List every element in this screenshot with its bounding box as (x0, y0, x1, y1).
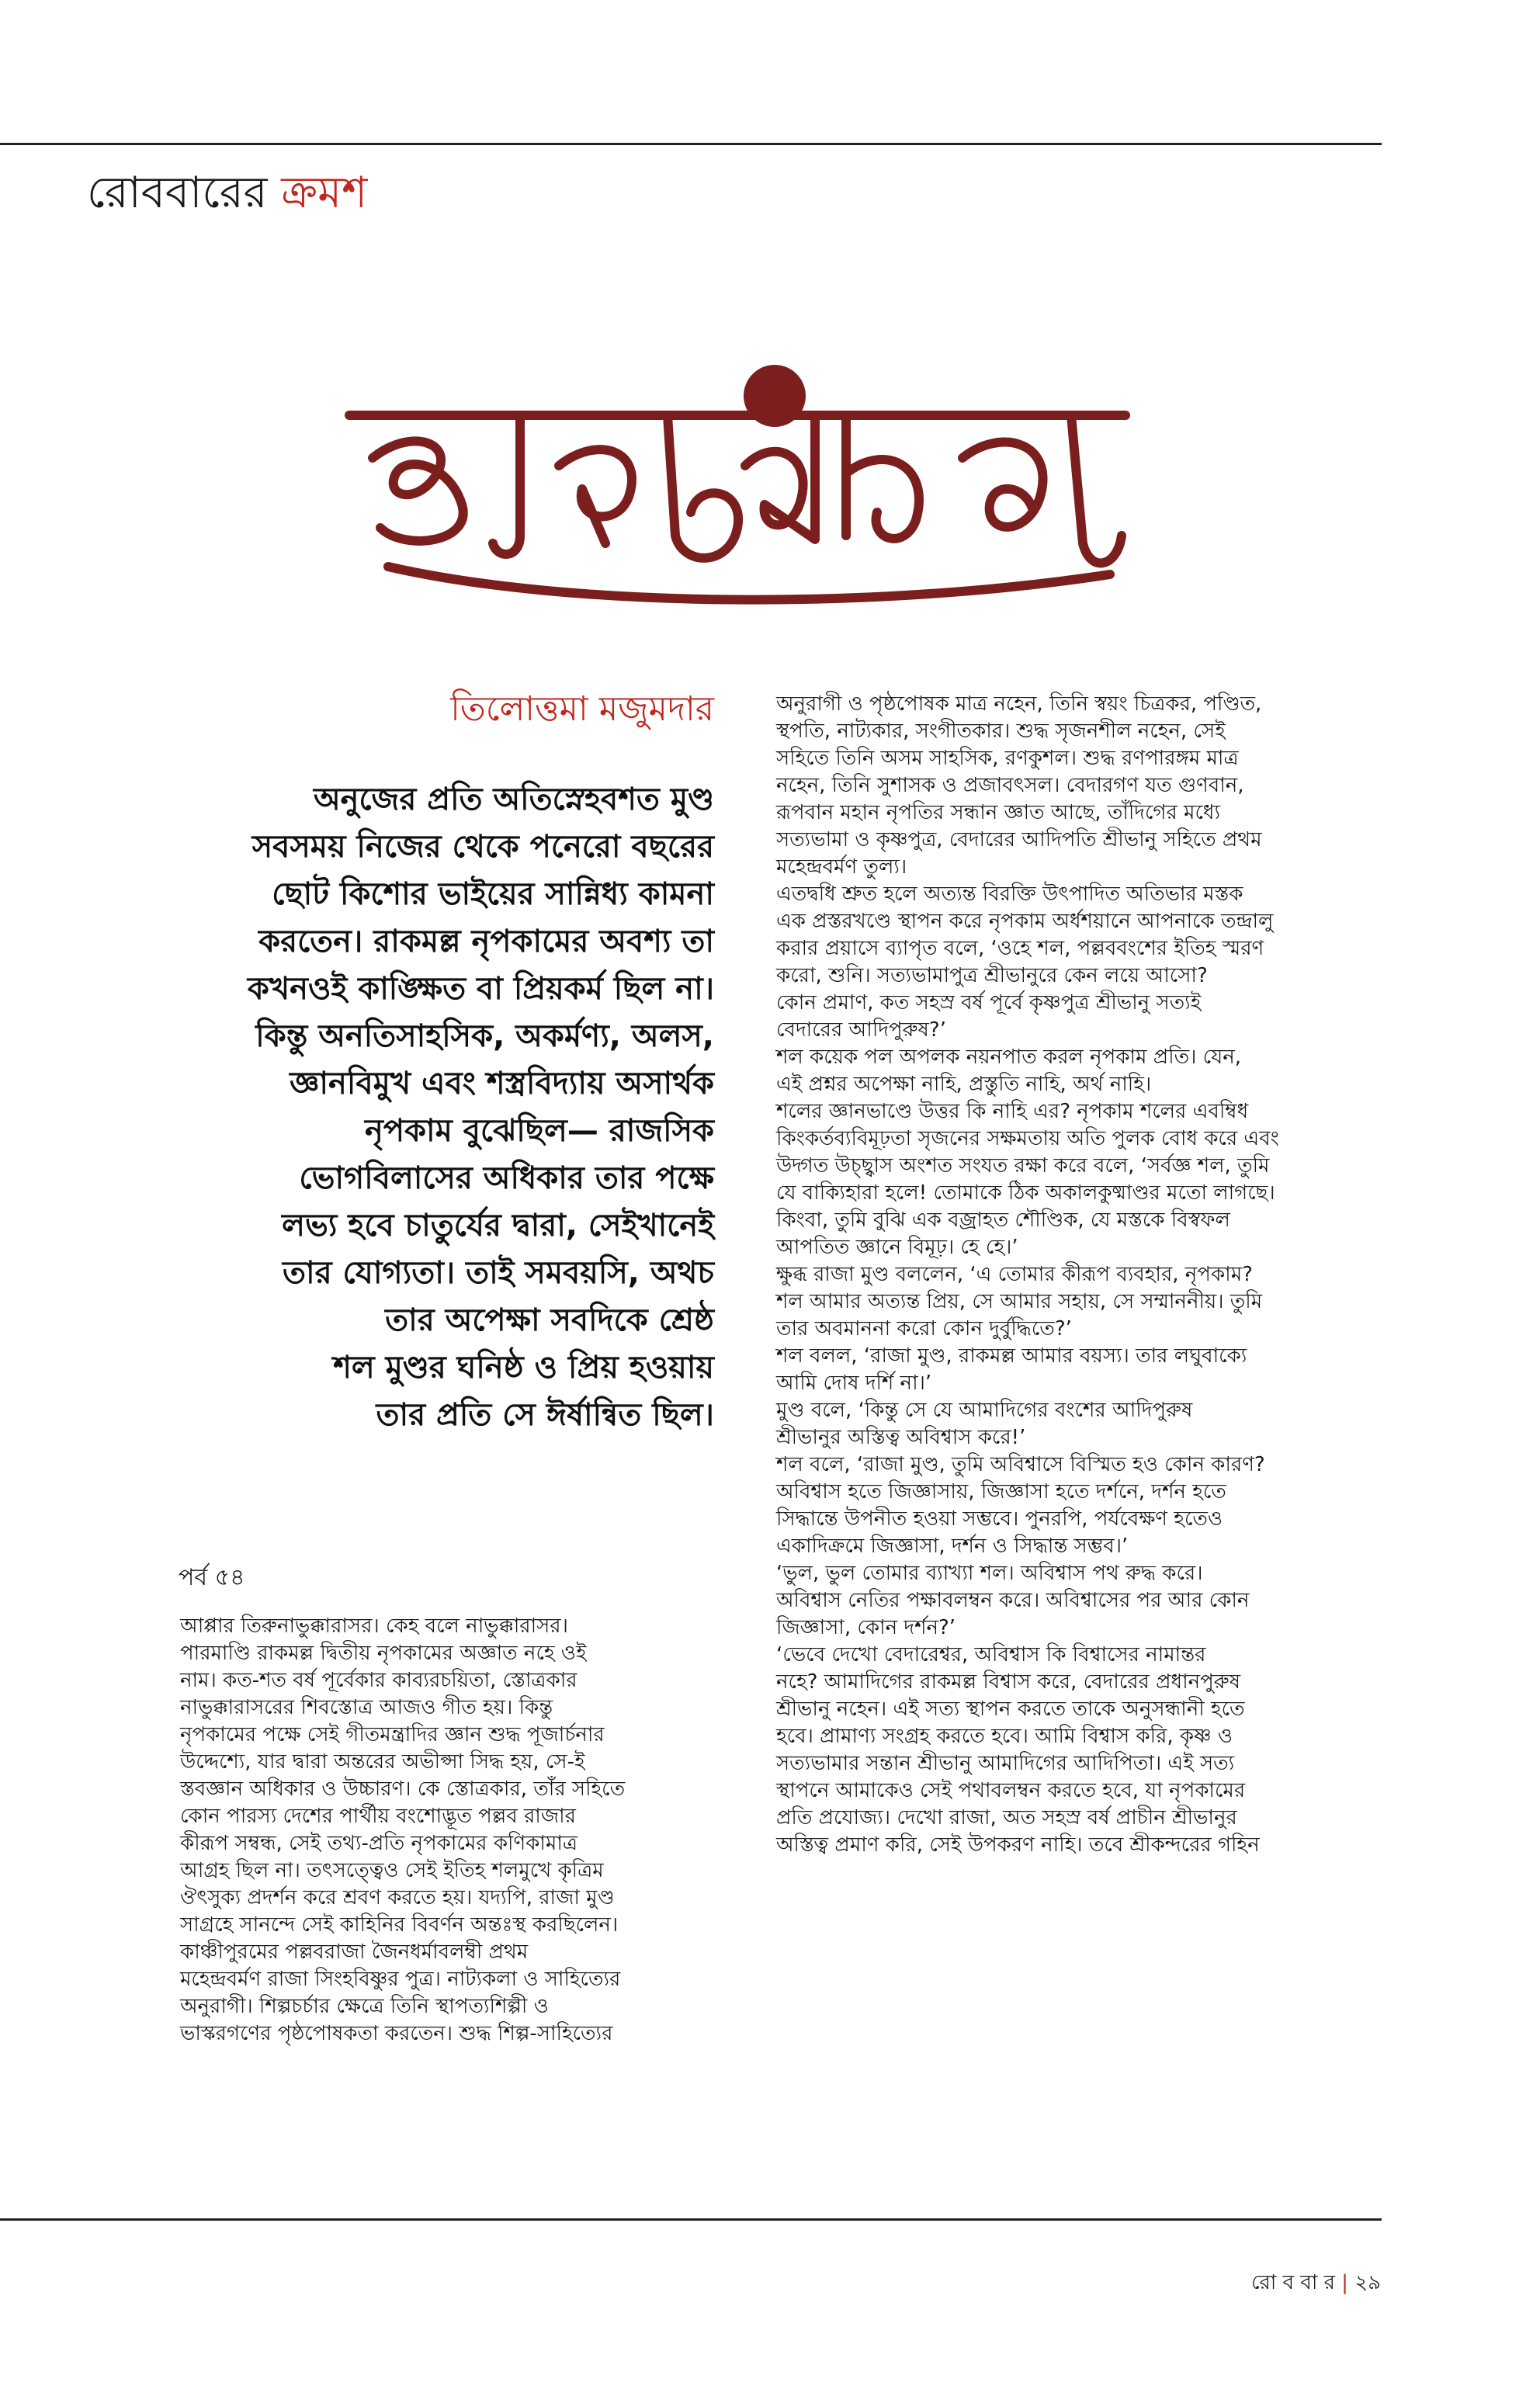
body-line: স্তবজ্ঞান অধিকার ও উচ্চারণ। কে স্তোত্রকার, তাঁর সহিতে (180, 1777, 626, 1801)
top-rule (0, 143, 1382, 145)
pull-quote-line: তার যোগ্যতা। তাই সমবয়সি, অথচ (283, 1255, 714, 1291)
pull-quote-line: তার প্রতি সে ঈর্ষান্বিত ছিল। (376, 1397, 714, 1433)
body-line: অস্তিত্ব প্রমাণ করি, সেই উপকরণ নাহি। তবে শ্রীকন্দরের গহিন (776, 1833, 1260, 1857)
body-line: শ্রীভানু নহেন। এই সত্য স্থাপন করতে তাকে অনুসন্ধানী হতে (776, 1698, 1245, 1721)
body-line: স্থাপনে আমাকেও সেই পথাবলম্বন করতে হবে, যা নৃপকামের (776, 1779, 1246, 1802)
body-line: পারমাণ্ডি রাকমল্ল দ্বিতীয় নৃপকামের অজ্ঞাত নহে ওই (180, 1642, 587, 1665)
body-line: অনুরাগী। শিল্পচর্চার ক্ষেত্রে তিনি স্থাপত্যশিল্পী ও (180, 1995, 549, 2018)
body-line: শলের জ্ঞানভাণ্ডে উত্তর কি নাহি এর? নৃপকাম শলের এবম্বিধ (776, 1100, 1249, 1123)
pull-quote-line: কিন্তু অনতিসাহসিক, অকর্মণ্য, অলস, (255, 1018, 714, 1054)
pull-quote-line: তার অপেক্ষা সবদিকে শ্রেষ্ঠ (385, 1302, 714, 1338)
body-line: স্থপতি, নাট্যকার, সংগীতকার। শুদ্ধ সৃজনশীল নহেন, সেই (776, 720, 1226, 743)
body-column-left (180, 1613, 716, 2048)
body-line: অবিশ্বাস হতে জিজ্ঞাসায়, জিজ্ঞাসা হতে দর্শনে, দর্শন হতে (776, 1480, 1226, 1503)
body-line: কীরূপ সম্বন্ধ, সেই তথ্য-প্রতি নৃপকামের কণিকামাত্র (180, 1832, 578, 1855)
body-line: জিজ্ঞাসা, কোন দর্শন?’ (776, 1616, 956, 1639)
body-line: শল বলে, ‘রাজা মুণ্ড, তুমি অবিশ্বাসে বিস্মিত হও কোন কারণ? (776, 1453, 1265, 1476)
pull-quote-line: লভ্য হবে চাতুর্যের দ্বারা, সেইখানেই (282, 1208, 714, 1243)
episode-label: পর্ব ৫৪ (179, 1564, 245, 1591)
body-line: যে বাক্যিহারা হলে! তোমাকে ঠিক অকালকুষ্মাণ্ডর মতো লাগছে। (776, 1181, 1275, 1205)
pull-quote-line: ভোগবিলাসের অধিকার তার পক্ষে (299, 1160, 714, 1196)
body-line: নাভুক্কারাসরের শিবস্তোত্র আজও গীত হয়। কিন্তু (180, 1696, 553, 1719)
body-line: প্রতি প্রযোজ্য। দেখো রাজা, অত সহস্র বর্ষ প্রাচীন শ্রীভানুর (776, 1806, 1237, 1829)
body-line: এতদ্বধি শ্রুত হলে অত্যন্ত বিরক্তি উৎপাদিত অতিভার মস্তক (776, 883, 1243, 906)
body-line: ভাস্করগণের পৃষ্ঠপোষকতা করতেন। শুদ্ধ শিল্প-সাহিত্যের (180, 2022, 613, 2045)
body-line: ‘ভুল, ভুল তোমার ব্যাখ্যা শল। অবিশ্বাস পথ রুদ্ধ করে। (776, 1562, 1203, 1585)
body-line: করার প্রয়াসে ব্যাপৃত বলে, ‘ওহে শল, পল্লববংশের ইতিহ স্মরণ (776, 937, 1264, 960)
magazine-name: রো ব বা র (1250, 2271, 1335, 2294)
body-line: সাগ্রহে সানন্দে সেই কাহিনির বিবর্ণন অন্তঃস্থ করছিলেন। (180, 1913, 619, 1937)
body-column-right (776, 691, 1366, 1859)
body-line: নহেন, তিনি সুশাসক ও প্রজাবৎসল। বেদারগণ যত গুণবান, (776, 774, 1244, 797)
folio-separator: | (1334, 2271, 1355, 2294)
body-line: নাম। কত-শত বর্ষ পূর্বেকার কাব্যরচয়িতা, স্তোত্রকার (180, 1669, 578, 1692)
body-line: মুণ্ড বলে, ‘কিন্তু সে যে আমাদিগের বংশের আদিপুরুষ (776, 1399, 1193, 1422)
body-line: ঔৎসুক্য প্রদর্শন করে শ্রবণ করতে হয়। যদ্যপি, রাজা মুণ্ড (180, 1886, 615, 1909)
body-line: শল আমার অত্যন্ত প্রিয়, সে আমার সহায়, সে সম্মাননীয়। তুমি (776, 1290, 1263, 1313)
body-line: আমি দোষ দর্শি না।’ (776, 1372, 932, 1395)
body-line: হবে। প্রামাণ্য সংগ্রহ করতে হবে। আমি বিশ্বাস করি, কৃষ্ণ ও (776, 1725, 1233, 1748)
body-line: তার অবমাননা করো কোন দুর্বুদ্ধিতে?’ (776, 1317, 1072, 1340)
body-line: আপতিত জ্ঞানে বিমূঢ়। হে হে।’ (776, 1236, 1018, 1259)
body-line: অনুরাগী ও পৃষ্ঠপোষক মাত্র নহেন, তিনি স্বয়ং চিত্রকর, পণ্ডিত, (776, 692, 1262, 716)
section-header (87, 159, 367, 232)
body-line: এই প্রশ্নর অপেক্ষা নাহি, প্রস্তুতি নাহি, অর্থ নাহি। (776, 1073, 1152, 1096)
body-line: নৃপকামের পক্ষে সেই গীতমন্ত্রাদির জ্ঞান শুদ্ধ পূজার্চনার (180, 1723, 605, 1746)
body-line: একাদিক্রমে জিজ্ঞাসা, দর্শন ও সিদ্ধান্ত সম্ভব।’ (776, 1535, 1129, 1558)
body-line: মহেন্দ্রবর্মণ রাজা সিংহবিষ্ণুর পুত্র। নাট্যকলা ও সাহিত্যের (180, 1968, 621, 1991)
pull-quote-line: ছোট কিশোর ভাইয়ের সান্নিধ্য কামনা (272, 876, 714, 912)
body-line: ক্ষুব্ধ রাজা মুণ্ড বললেন, ‘এ তোমার কীরূপ ব্যবহার, নৃপকাম? (776, 1263, 1253, 1286)
body-line: এক প্রস্তরখণ্ডে স্থাপন করে নৃপকাম অর্ধশয়ানে আপনাকে তন্দ্রালু (776, 910, 1274, 933)
body-line: উদ্দেশ্যে, যার দ্বারা অন্তরের অভীপ্সা সিদ্ধ হয়, সে-ই (180, 1750, 585, 1774)
body-line: সিদ্ধান্তে উপনীত হওয়া সম্ভবে। পুনরপি, পর্যবেক্ষণ হতেও (776, 1507, 1223, 1531)
body-line: উদ্গত উচ্ছ্বাস অংশত সংযত রক্ষা করে বলে, ‘সর্বজ্ঞ শল, তুমি (776, 1154, 1270, 1177)
body-line: শল কয়েক পল অপলক নয়নপাত করল নৃপকাম প্রতি। যেন, (776, 1046, 1241, 1069)
pull-quote-line: কখনওই কাঙ্ক্ষিত বা প্রিয়কর্ম ছিল না। (247, 971, 714, 1007)
author-name: তিলোত্তমা মজুমদার (450, 689, 714, 729)
body-line: ‘ভেবে দেখো বেদারেশ্বর, অবিশ্বাস কি বিশ্বাসের নামান্তর (776, 1643, 1206, 1666)
section-header-accent: ক্রমশ (281, 168, 368, 218)
page-folio (1251, 2266, 1381, 2301)
pull-quote-line: সবসময় নিজের থেকে পনেরো বছরের (251, 829, 714, 865)
body-line: কোন প্রমাণ, কত সহস্র বর্ষ পূর্বে কৃষ্ণপুত্র শ্রীভানু সত্যই (776, 991, 1202, 1014)
body-line: অবিশ্বাস নেতির পক্ষাবলম্বন করে। অবিশ্বাসের পর আর কোন (776, 1589, 1250, 1612)
pull-quote (138, 776, 714, 1439)
body-line: কিংবা, তুমি বুঝি এক বজ্রাহত শৌণ্ডিক, যে মস্তকে বিস্বফল (776, 1209, 1230, 1232)
pull-quote-line: করতেন। রাকমল্ল নৃপকামের অবশ্য তা (258, 924, 714, 959)
body-line: বেদারের আদিপুরুষ?’ (776, 1018, 946, 1042)
pull-quote-line: নৃপকাম বুঝেছিল— রাজসিক (364, 1113, 714, 1149)
body-line: সত্যভামা ও কৃষ্ণপুত্র, বেদারের আদিপতি শ্রীভানু সহিতে প্রথম (776, 828, 1262, 851)
body-line: কিংকর্তব্যবিমূঢ়তা সৃজনের সক্ষমতায় অতি পুলক বোধ করে এবং (776, 1127, 1279, 1150)
body-line: কোন পারস্য দেশের পার্থীয় বংশোদ্ভূত পল্লব রাজার (180, 1805, 576, 1828)
pull-quote-line: জ্ঞানবিমুখ এবং শস্ত্রবিদ্যায় অসার্থক (290, 1066, 714, 1101)
body-line: আপ্পার তিরুনাভুক্কারাসর। কেহ বলে নাভুক্কারাসর। (180, 1614, 568, 1638)
body-line: করো, শুনি। সত্যভামাপুত্র শ্রীভানুরে কেন লয়ে আসো? (776, 964, 1208, 987)
bottom-rule (0, 2218, 1382, 2221)
body-line: মহেন্দ্রবর্মণ তুল্য। (776, 855, 907, 879)
section-header-word: রোববারের (87, 168, 282, 218)
pull-quote-line: শল মুণ্ডর ঘনিষ্ঠ ও প্রিয় হওয়ায় (333, 1350, 714, 1386)
body-line: শ্রীভানুর অস্তিত্ব অবিশ্বাস করে!’ (776, 1426, 1026, 1449)
body-line: আগ্রহ ছিল না। তৎসত্ত্বেও সেই ইতিহ শলমুখে কৃত্রিম (180, 1859, 604, 1882)
title-logo (342, 342, 1149, 605)
body-line: শল বলল, ‘রাজা মুণ্ড, রাকমল্ল আমার বয়স্য। তার লঘুবাক্যে (776, 1344, 1247, 1368)
pull-quote-line: অনুজের প্রতি অতিস্নেহবশত মুণ্ড (313, 782, 714, 817)
body-line: রূপবান মহান নৃপতির সন্ধান জ্ঞাত আছে, তাঁদিগের মধ্যে (776, 801, 1221, 824)
page-number: ২৯ (1354, 2271, 1381, 2294)
logo-lettering (349, 415, 1126, 600)
body-line: নহে? আমাদিগের রাকমল্ল বিশ্বাস করে, বেদারের প্রধানপুরুষ (776, 1670, 1241, 1694)
body-line: কাঞ্চীপুরমের পল্লবরাজা জৈনধর্মাবলম্বী প্রথম (180, 1940, 529, 1964)
body-line: সত্যভামার সন্তান শ্রীভানু আমাদিগের আদিপিতা। এই সত্য (776, 1752, 1235, 1775)
body-line: সহিতে তিনি অসম সাহসিক, রণকুশল। শুদ্ধ রণপারঙ্গম মাত্র (776, 747, 1239, 770)
